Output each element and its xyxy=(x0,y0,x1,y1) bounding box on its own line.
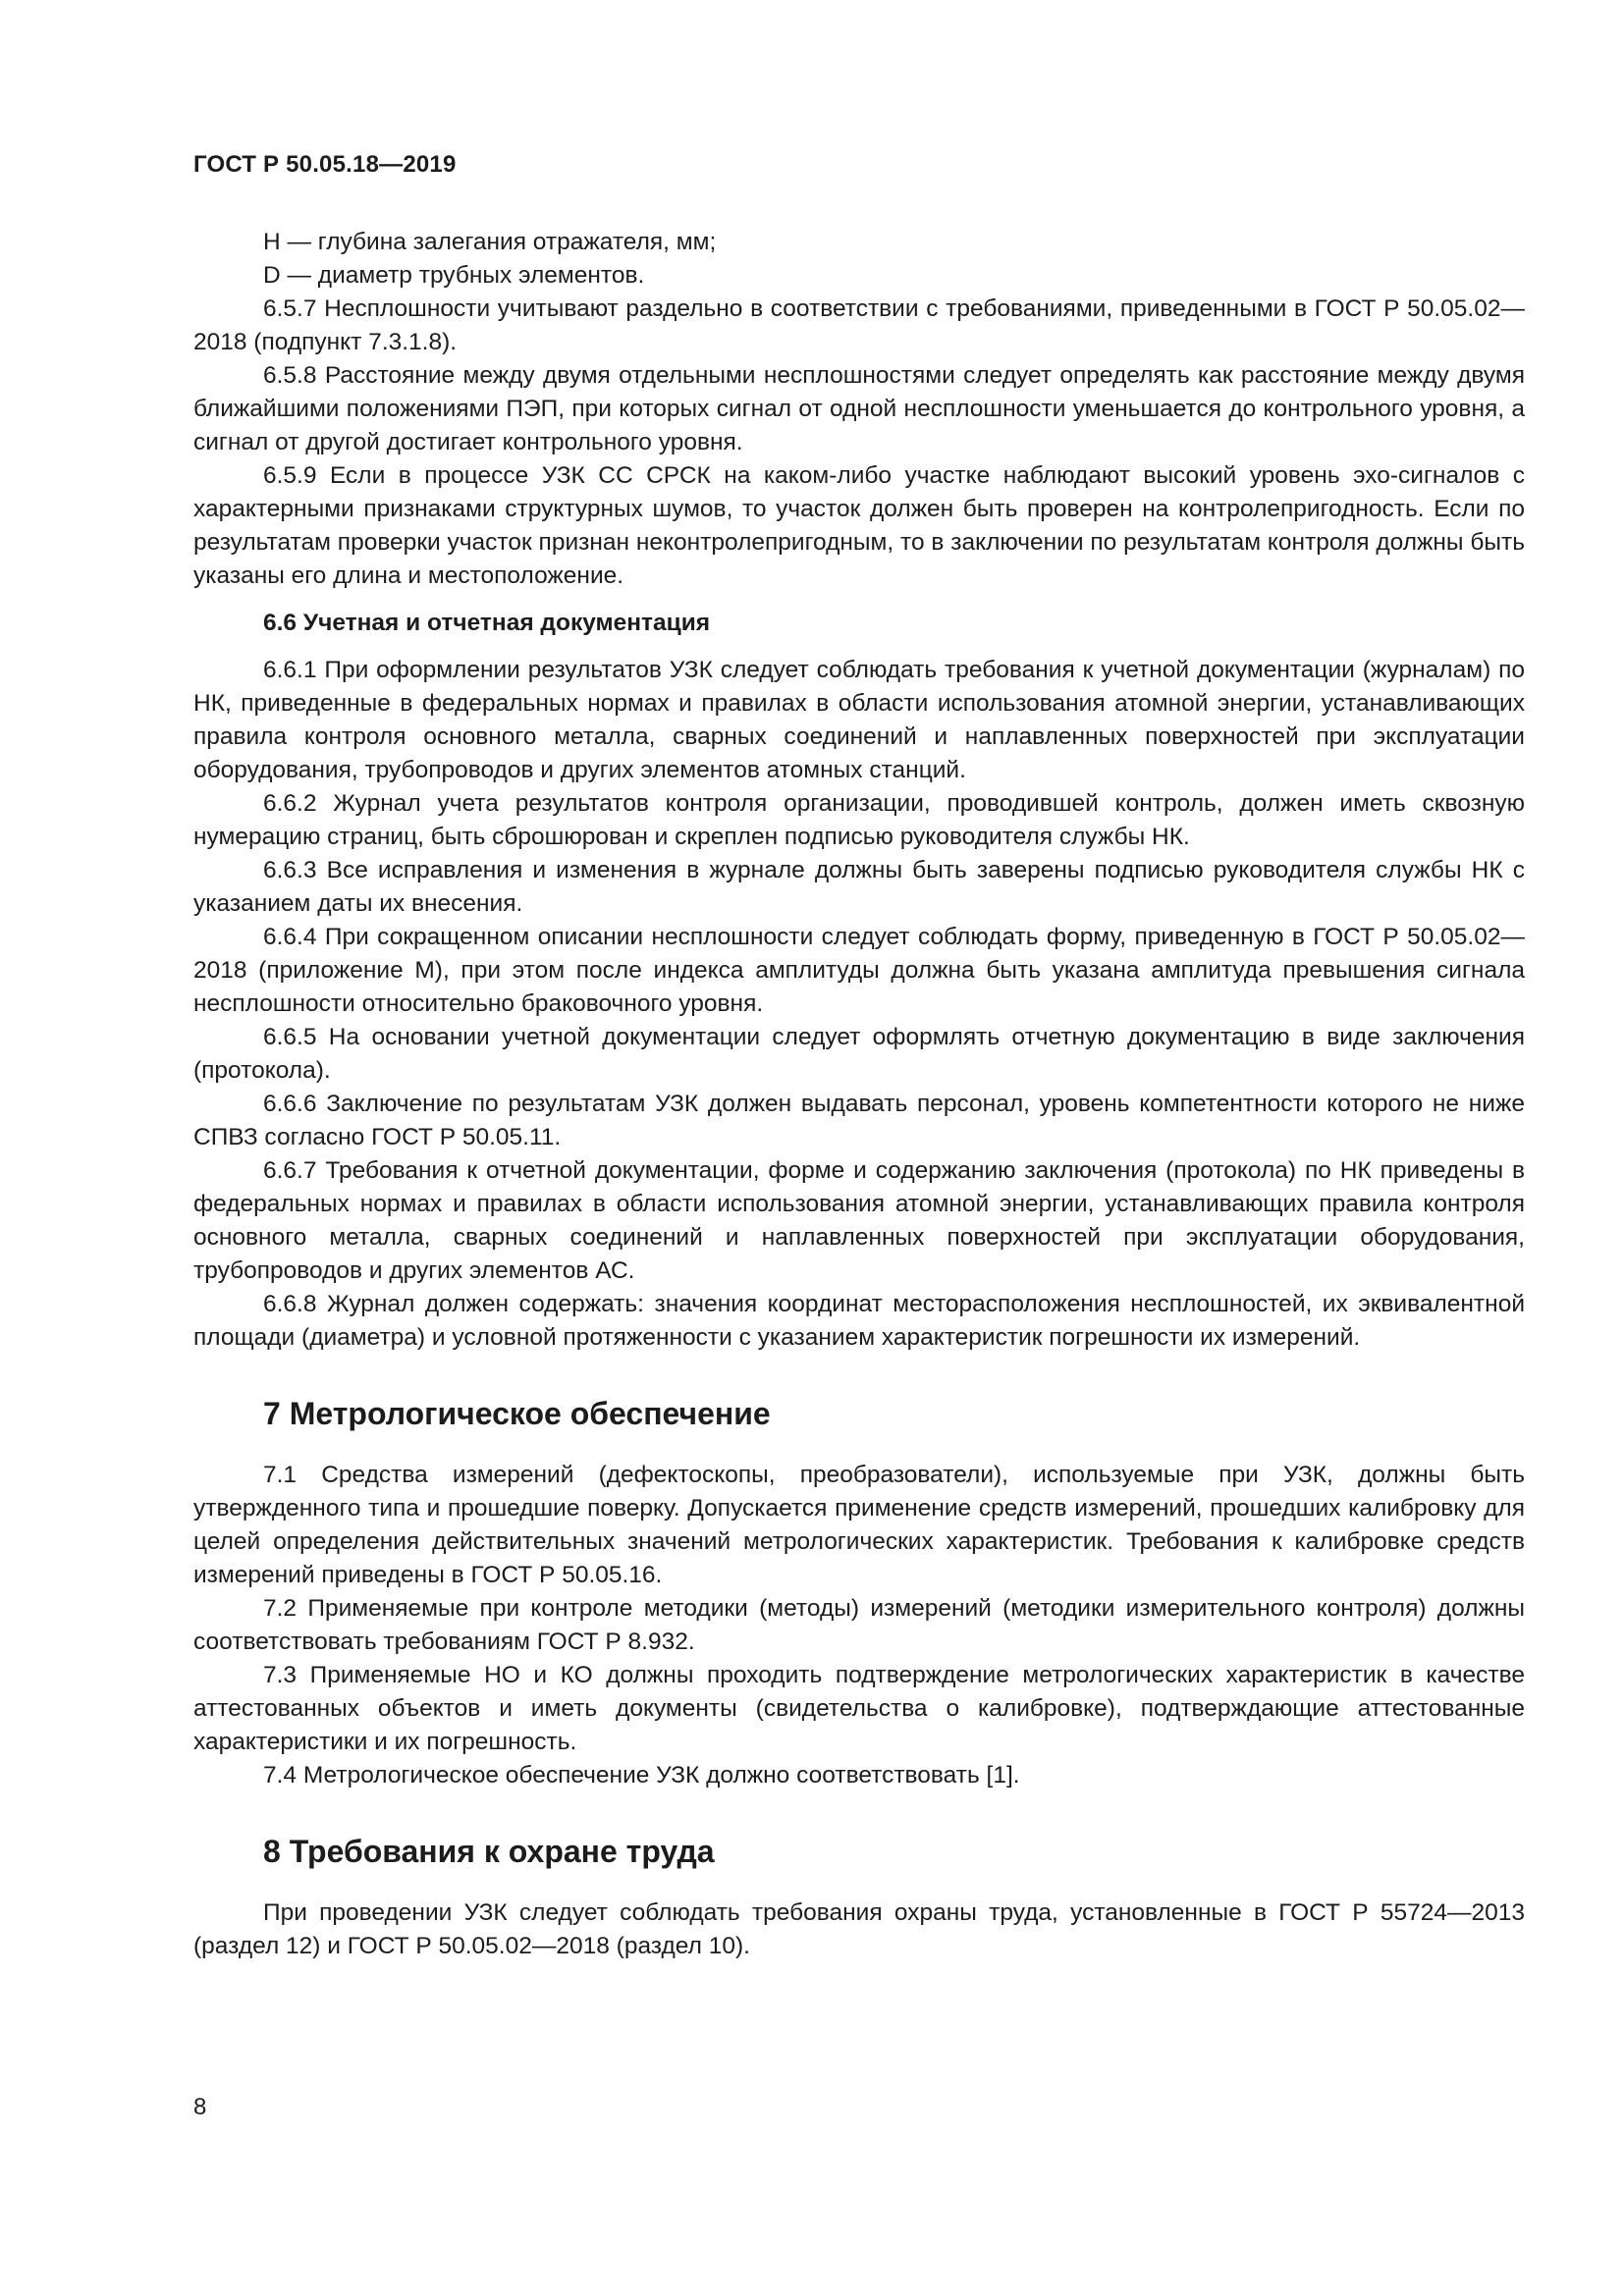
paragraph-6-6-8: 6.6.8 Журнал должен содержать: значения координат месторасположения несплошностей, их эквивалентной площади (диаметра) и условной протяженности с указанием характеристик погрешности их измерений. xyxy=(193,1291,1525,1351)
paragraph-6-6-5: 6.6.5 На основании учетной документации следует оформлять отчетную документацию в виде заключения (протокола). xyxy=(193,1024,1525,1084)
document-body xyxy=(193,226,1525,1963)
definition-h: H — глубина залегания отражателя, мм; xyxy=(263,229,717,255)
paragraph-7-3: 7.3 Применяемые НО и КО должны проходить подтверждение метрологических характеристик в качестве аттестованных объектов и иметь документы (свидетельства о калибровке), подтверждающие аттестованные характеристики и их погрешность. xyxy=(193,1662,1525,1755)
page-number: 8 xyxy=(193,2094,207,2120)
paragraph-6-6-4: 6.6.4 При сокращенном описании несплошности следует соблюдать форму, приведенную в ГОСТ Р 50.05.02—2018 (приложение М), при этом после индекса амплитуды должна быть указана амплитуда превышения сигнала несплошности относительно браковочного уровня. xyxy=(193,924,1525,1017)
paragraph-6-5-8: 6.5.8 Расстояние между двумя отдельными несплошностями следует определять как расстояние между двумя ближайшими положениями ПЭП, при которых сигнал от одной несплошности уменьшается до контрольного уровня, а сигнал от другой достигает контрольного уровня. xyxy=(193,362,1525,455)
paragraph-7-4: 7.4 Метрологическое обеспечение УЗК должно соответствовать [1]. xyxy=(263,1762,1020,1789)
section-title-7: 7 Метрологическое обеспечение xyxy=(263,1396,771,1431)
definition-d: D — диаметр трубных элементов. xyxy=(263,262,645,289)
paragraph-6-6-3: 6.6.3 Все исправления и изменения в журнале должны быть заверены подписью руководителя службы НК с указанием даты их внесения. xyxy=(193,857,1525,917)
paragraph-7-1: 7.1 Средства измерений (дефектоскопы, преобразователи), используемые при УЗК, должны быть утвержденного типа и прошедшие поверку. Допускается применение средств измерений, прошедших калибровку для целей определения действительных значений метрологических характеристик. Требования к калибровке средств измерений приведены в ГОСТ Р 50.05.16. xyxy=(193,1462,1525,1588)
paragraph-8: При проведении УЗК следует соблюдать требования охраны труда, установленные в ГОСТ Р 55724—2013 (раздел 12) и ГОСТ Р 50.05.02—2018 (раздел 10). xyxy=(193,1899,1525,1959)
document-header: ГОСТ Р 50.05.18—2019 xyxy=(193,151,457,178)
section-title-8: 8 Требования к охране труда xyxy=(263,1834,715,1869)
paragraph-6-5-7: 6.5.7 Несплошности учитывают раздельно в соответствии с требованиями, приведенными в ГОСТ Р 50.05.02—2018 (подпункт 7.3.1.8). xyxy=(193,295,1525,355)
subsection-title-6-6: 6.6 Учетная и отчетная документация xyxy=(263,610,711,636)
paragraph-6-6-6: 6.6.6 Заключение по результатам УЗК должен выдавать персонал, уровень компетентности которого не ниже СПВЗ согласно ГОСТ Р 50.05.11. xyxy=(193,1091,1525,1150)
paragraph-6-6-7: 6.6.7 Требования к отчетной документации, форме и содержанию заключения (протокола) по НК приведены в федеральных нормах и правилах в области использования атомной энергии, устанавливающих правила контроля основного металла, сварных соединений и наплавленных поверхностей при эксплуатации оборудования, трубопроводов и других элементов АС. xyxy=(193,1157,1525,1284)
paragraph-6-6-1: 6.6.1 При оформлении результатов УЗК следует соблюдать требования к учетной документации (журналам) по НК, приведенные в федеральных нормах и правилах в области использования атомной энергии, устанавливающих правила контроля основного металла, сварных соединений и наплавленных поверхностей при эксплуатации оборудования, трубопроводов и других элементов атомных станций. xyxy=(193,657,1525,783)
paragraph-7-2: 7.2 Применяемые при контроле методики (методы) измерений (методики измерительного контроля) должны соответствовать требованиям ГОСТ Р 8.932. xyxy=(193,1595,1525,1655)
paragraph-6-5-9: 6.5.9 Если в процессе УЗК СС СРСК на каком-либо участке наблюдают высокий уровень эхо-сигналов с характерными признаками структурных шумов, то участок должен быть проверен на контролепригодность. Если по результатам проверки участок признан неконтролепригодным, то в заключении по результатам контроля должны быть указаны его длина и местоположение. xyxy=(193,462,1525,589)
paragraph-6-6-2: 6.6.2 Журнал учета результатов контроля организации, проводившей контроль, должен иметь сквозную нумерацию страниц, быть сброшюрован и скреплен подписью руководителя службы НК. xyxy=(193,790,1525,850)
